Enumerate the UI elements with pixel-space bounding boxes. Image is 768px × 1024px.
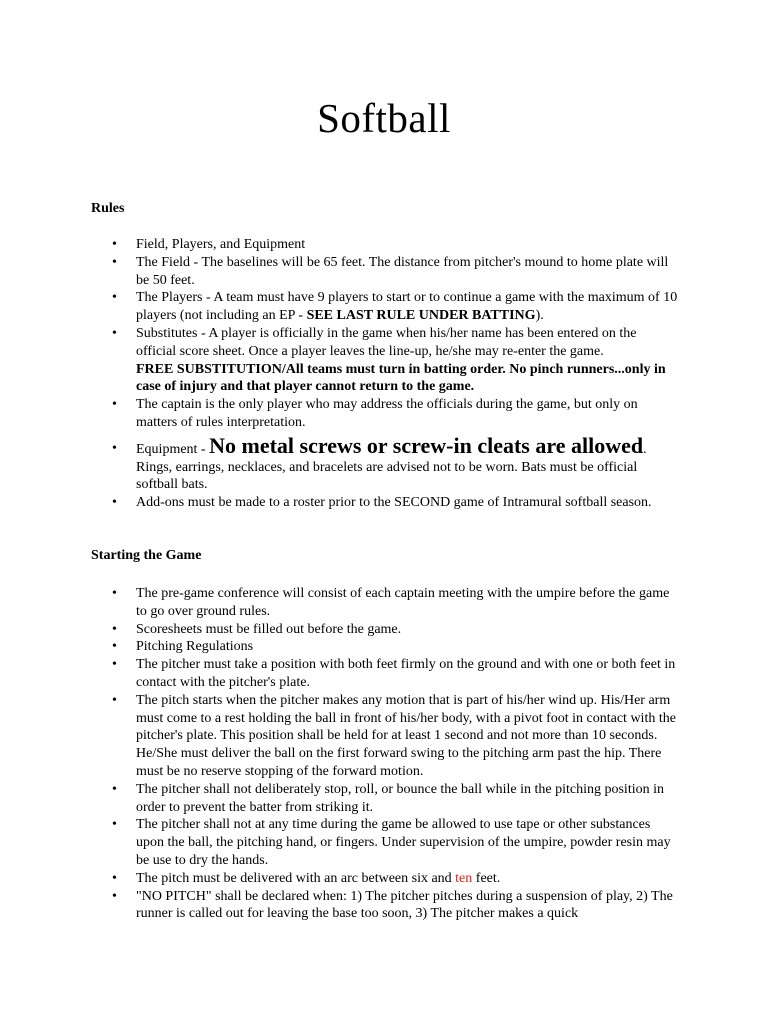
bullet: •	[112, 781, 117, 797]
list-item	[0, 870, 680, 888]
bullet: •	[112, 888, 117, 904]
list-item	[0, 656, 680, 692]
list-item	[0, 888, 680, 924]
list-item	[0, 254, 680, 290]
list-item-text: The captain is the only player who may address the officials during the game, but only on matters of rules interpretation.	[136, 397, 638, 430]
list-item-text: . Rings, earrings, necklaces, and bracelets are advised not to be worn. Bats must be official softball bats.	[136, 441, 647, 493]
list-item-large-bold-text: No metal screws or screw-in cleats are allowed	[209, 432, 644, 458]
bullet: •	[112, 325, 117, 341]
page-title: Softball	[317, 95, 451, 141]
bullet: •	[112, 621, 117, 637]
list-item-text: Scoresheets must be filled out before the game.	[136, 621, 402, 637]
list-item-text: The pitch starts when the pitcher makes any motion that is part of his/her wind up. His/Her arm must come to a rest holding the ball in front of his/her body, with a pivot foot in contact with the pitcher's plate. This position shall be held for at least 1 second and not more than 10 seconds. He/She must deliver the ball on the first forward swing to the pitching arm past the hip. There must be no reserve stopping of the forward motion.	[136, 692, 676, 779]
bullet: •	[112, 495, 117, 511]
list-item	[0, 494, 680, 512]
list-item	[0, 816, 680, 869]
rules-list	[0, 236, 768, 512]
starting-heading: Starting the Game	[91, 548, 202, 563]
list-item-text: The Players - A team must have 9 players to start or to continue a game with the maximum of 10 players (not including an EP -	[136, 290, 678, 324]
list-item	[0, 638, 680, 656]
rules-heading: Rules	[91, 201, 125, 216]
bullet: •	[112, 870, 117, 886]
list-item-text: ).	[535, 308, 544, 324]
bullet: •	[112, 639, 117, 655]
list-item	[0, 585, 680, 621]
bullet: •	[112, 817, 117, 833]
list-item	[0, 692, 680, 781]
list-item-text: The pitcher shall not deliberately stop, roll, or bounce the ball while in the pitching position in order to prevent the batter from striking it.	[136, 781, 664, 815]
bullet: •	[112, 290, 117, 306]
bullet: •	[112, 397, 117, 413]
list-item-bold-text: SEE LAST RULE UNDER BATTING	[306, 308, 536, 324]
list-item	[0, 434, 680, 494]
list-item-text: feet.	[472, 870, 501, 886]
list-item	[0, 781, 680, 817]
list-item-bold-text: FREE SUBSTITUTION/All teams must turn in batting order. No pinch runners...only in case of injury and that player cannot return to the game.	[136, 361, 666, 395]
list-item-text: Substitutes - A player is officially in the game when his/her name has been entered on the official score sheet. Once a player leaves the line-up, he/she may re-enter the game.	[136, 325, 637, 359]
list-item-text: Equipment -	[136, 441, 210, 457]
list-item-text: The pitcher must take a position with both feet firmly on the ground and with one or both feet in contact with the pitcher's plate.	[136, 657, 676, 690]
list-item-text: Add-ons must be made to a roster prior to the SECOND game of Intramural softball season.	[136, 495, 652, 511]
list-item-text: Pitching Regulations	[136, 639, 254, 655]
list-item	[0, 236, 680, 254]
list-item-text: The pitcher shall not at any time during the game be allowed to use tape or other substances upon the ball, the pitching hand, or fingers. Under supervision of the umpire, powder resin may be use to dry the hands.	[136, 817, 671, 868]
bullet: •	[112, 657, 117, 673]
list-item-text: The pre-game conference will consist of each captain meeting with the umpire before the game to go over ground rules.	[136, 586, 670, 619]
list-item-text: The Field - The baselines will be 65 feet. The distance from pitcher's mound to home plate will be 50 feet.	[136, 254, 669, 288]
list-item	[0, 621, 680, 639]
starting-list	[0, 585, 768, 923]
bullet: •	[112, 586, 117, 601]
list-item-text: Field, Players, and Equipment	[136, 237, 306, 252]
list-item	[0, 289, 680, 325]
list-item-text: The pitch must be delivered with an arc between six and	[136, 870, 456, 886]
list-item	[0, 325, 680, 396]
list-item-red-text: ten	[455, 870, 473, 886]
list-item	[0, 396, 680, 432]
bullet: •	[112, 440, 117, 456]
bullet: •	[112, 692, 117, 708]
bullet: •	[112, 254, 117, 270]
list-item-text: "NO PITCH" shall be declared when: 1) The pitcher pitches during a suspension of play, 2) The runner is called out for leaving the base too soon, 3) The pitcher makes a quick	[136, 888, 673, 922]
bullet: •	[112, 237, 117, 252]
